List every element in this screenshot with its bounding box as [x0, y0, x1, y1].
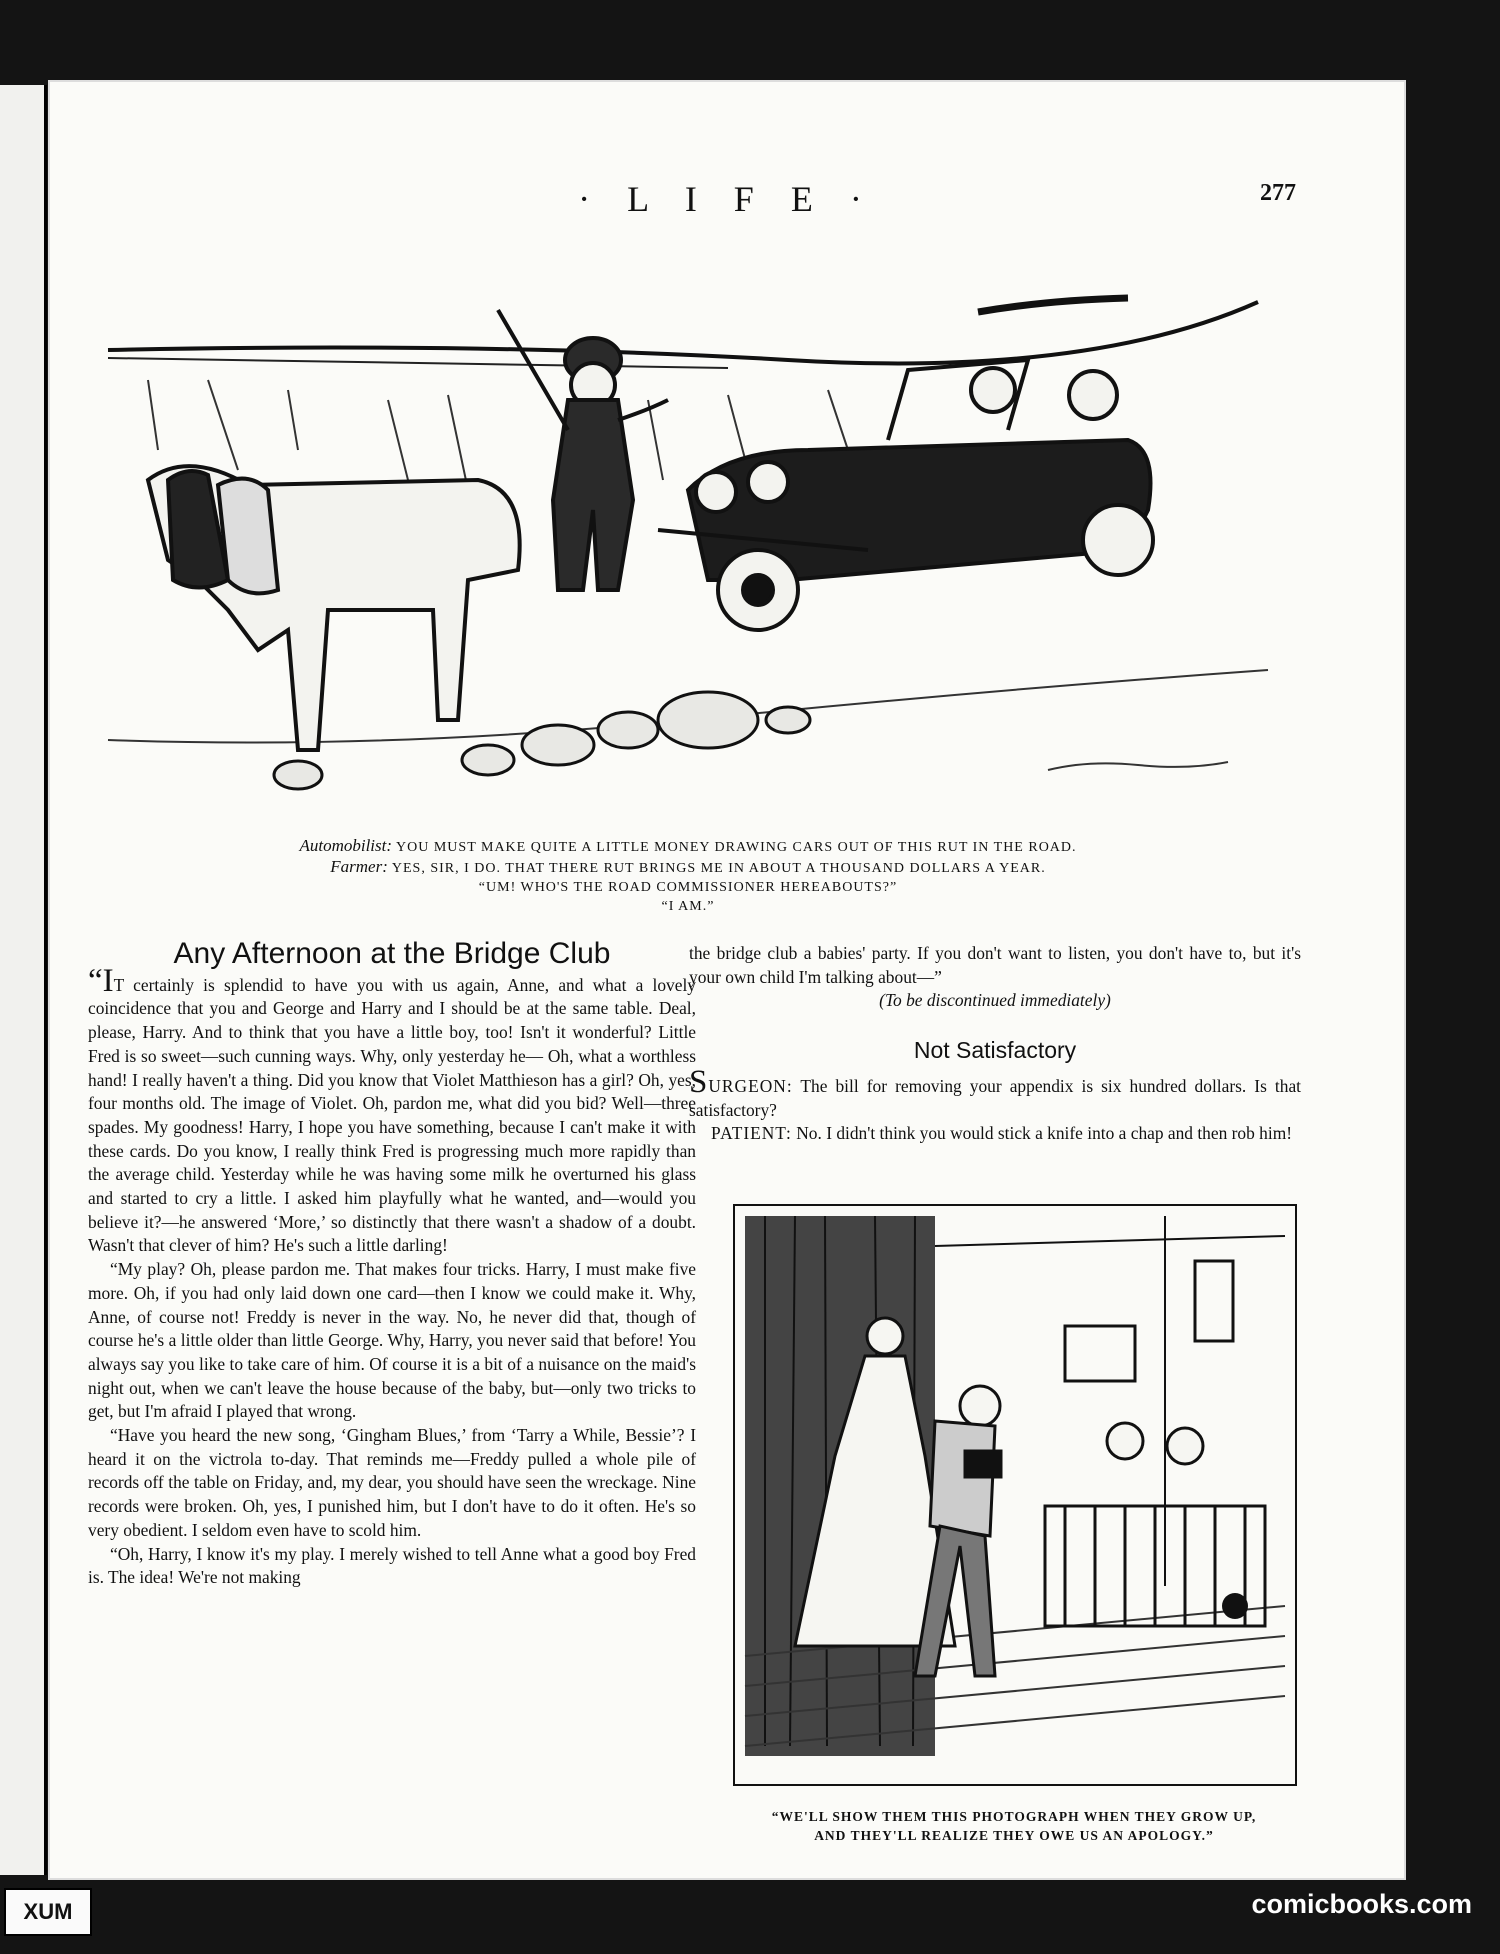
caption-line: “UM! WHO'S THE ROAD COMMISSIONER HEREABOUTS?” — [478, 880, 898, 895]
caption-text: YOU MUST MAKE QUITE A LITTLE MONEY DRAWING CARS OUT OF THIS RUT IN THE ROAD. — [396, 840, 1077, 855]
caption-text: YES, SIR, I DO. THAT THERE RUT BRINGS ME IN ABOUT A THOUSAND DOLLARS A YEAR. — [391, 861, 1046, 876]
patient-line — [689, 1122, 1301, 1146]
article-title: Any Afternoon at the Bridge Club — [173, 937, 611, 970]
article-paragraph: “Oh, Harry, I know it's my play. I merely wished to tell Anne what a good boy Fred is. The idea! We're not making — [88, 1543, 696, 1588]
dialogue-text: No. I didn't think you would stick a knife into a chap and then rob him! — [791, 1123, 1293, 1144]
magazine-page — [48, 80, 1406, 1880]
caption-speaker: Farmer: — [330, 857, 388, 876]
surgeon-line — [689, 1063, 1301, 1122]
article-paragraph: “Have you heard the new song, ‘Gingham Blues,’ from ‘Tarry a While, Bessie’? I heard it on the victrola to-day. That reminds me—Freddy pulled a whole pile of records off the table on Friday, and, my dear, you should have seen the wreckage. Nine records were broken. Oh, yes, I punished him, but I don't have to do it often. He's so very obedient. I seldom even have to scold him. — [88, 1425, 696, 1540]
caption-speaker: Automobilist: — [299, 836, 393, 855]
article-paragraph: “IT certainly is splendid to have you with us again, Anne, and what a lovely coincidence that you and George and Harry and I should be at the same table. Deal, please, Harry. And to think that you have a little boy, too! Isn't it wonderful? Little Fred is so sweet—such cunning ways. Why, only yesterday he— Oh, what a worthless hand! I really haven't a thing. Did you know that Violet Matthieson has a girl? Oh, yes, four months old. The image of Violet. Oh, pardon me, what did you bid? Well—three spades. My goodness! Harry, I hope you have something, because I can't make it with these cards. Do you know, I really think Fred is progressing much more rapidly than the average child. Yesterday while he was having some milk he overturned his glass and started to cry a little. I asked him playfully what he wanted, and—would you believe it?—he answered ‘More,’ so distinctly that there wasn't a shadow of a doubt. Wasn't that clever of him? He's such a little darling! — [88, 962, 696, 1256]
page-number: 277 — [1260, 180, 1296, 206]
article-paragraph: “My play? Oh, please pardon me. That makes four tricks. Harry, I must make five more. Oh, if you had only laid down one card—then I know we could make it. Why, Anne, of course not! Freddy is never in the way. No, he never did that, though of course he's a little older than little George. Why, Harry, you never said that before! You always say you like to take care of him. Of course it is a bit of a nuisance on the maid's night out, when we can't leave the house because of the baby, but—only two tricks to get, but I'm afraid I played that wrong. — [88, 1259, 696, 1422]
speaker-label: PATIENT: — [711, 1123, 792, 1144]
site-watermark[interactable]: comicbooks.com — [1251, 1889, 1472, 1919]
caption-line — [88, 836, 1288, 857]
cartoon-photographing-babies — [733, 1204, 1297, 1786]
cartoon1-caption — [88, 836, 1288, 916]
caption-line — [88, 857, 1288, 878]
masthead: · L I F E · — [578, 179, 876, 219]
article-note: (To be discontinued immediately) — [879, 990, 1111, 1011]
right-column — [689, 942, 1301, 1146]
article-bridge-club — [88, 937, 696, 1590]
caption-line: AND THEY'LL REALIZE THEY OWE US AN APOLOGY.” — [814, 1828, 1214, 1843]
previous-page-edge — [0, 85, 47, 1875]
cartoon-farmer-automobile — [88, 250, 1288, 820]
xum-badge: XUM — [4, 1888, 92, 1936]
speaker-label: SURGEON: — [689, 1063, 793, 1100]
article-title: Not Satisfactory — [913, 1037, 1077, 1064]
caption-line: “WE'LL SHOW THEM THIS PHOTOGRAPH WHEN THEY GROW UP, — [771, 1809, 1257, 1824]
dialogue-text: The bill for removing your appendix is six hundred dollars. Is that satisfactory? — [689, 1075, 1301, 1120]
caption-line: “I AM.” — [661, 899, 715, 914]
cartoon2-caption — [708, 1807, 1320, 1845]
article-continuation: the bridge club a babies' party. If you don't want to listen, you don't have to, but it's your own child I'm talking about—” — [689, 943, 1301, 987]
